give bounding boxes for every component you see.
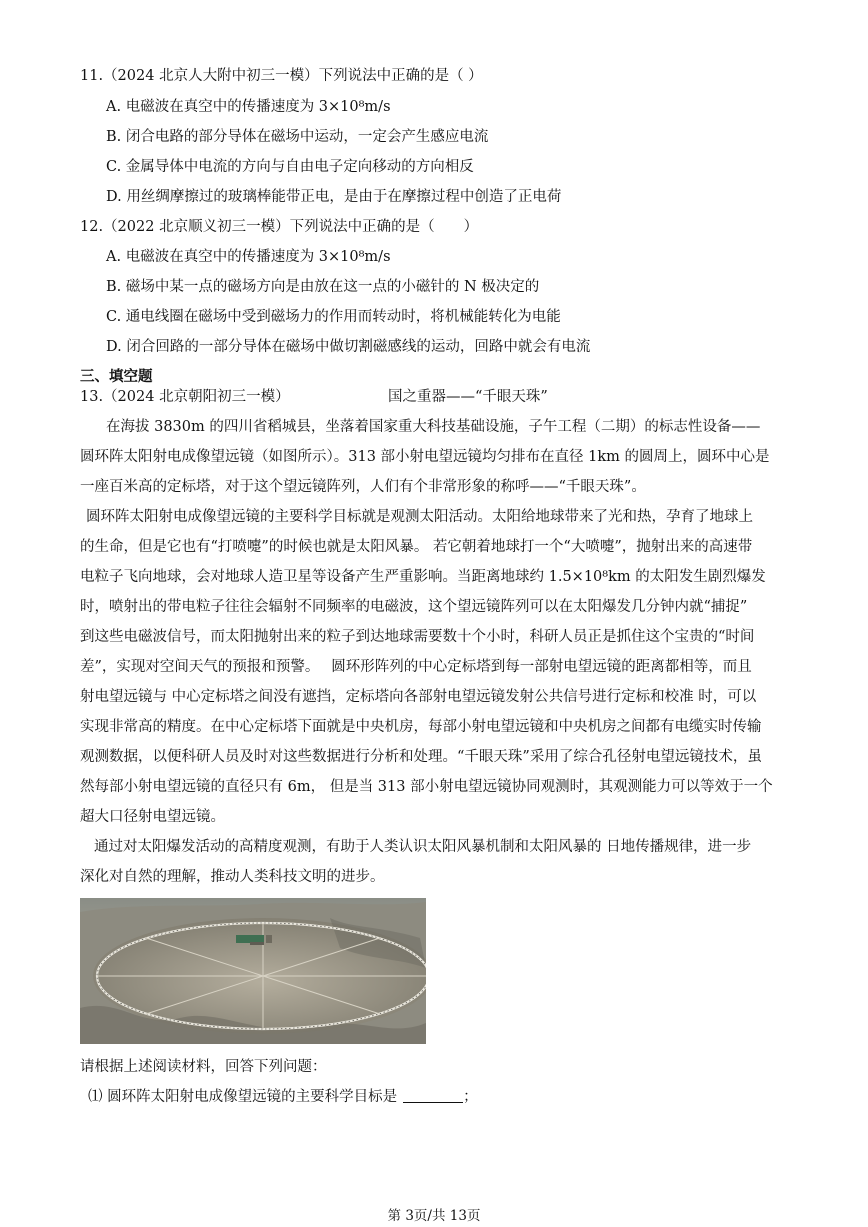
q11-option-a: A. 电磁波在真空中的传播速度为 3×10⁸m/s	[106, 99, 391, 115]
telescope-array-photo	[80, 898, 426, 1044]
q13-closing-1: 通过对太阳爆发活动的高精度观测，有助于人类认识太阳风暴机制和太阳风暴的 日地传播规律，进一步	[94, 839, 752, 855]
q12-option-a: A. 电磁波在真空中的传播速度为 3×10⁸m/s	[106, 249, 391, 265]
q11-stem: 11.（2024 北京人大附中初三一模）下列说法中正确的是（ ）	[80, 68, 483, 84]
q13-line-7: 时，喷射出的带电粒子往往会辐射不同频率的电磁波，这个望远镜阵列可以在太阳爆发几分钟内就“捕捉”	[80, 599, 748, 615]
q13-line-14: 超大口径射电望远镜。	[80, 809, 225, 825]
q13-line-6: 电粒子飞向地球，会对地球人造卫星等设备产生严重影响。当距离地球约 1.5×10⁸km 的太阳发生剧烈爆发	[80, 569, 766, 585]
section-heading: 三、填空题	[80, 369, 153, 385]
q13-article-title: 国之重器——“千眼天珠”	[388, 389, 548, 405]
q13-line-10: 射电望远镜与 中心定标塔之间没有遮挡，定标塔向各部射电望远镜发射公共信号进行定标和校准 时，可以	[80, 689, 757, 705]
page-footer: 第 3页/共 13页	[387, 1208, 481, 1224]
q13-line-5: 的生命，但是它也有“打喷嚏”的时候也就是太阳风暴。 若它朝着地球打一个“大喷嚏”，抛射出来的高速带	[80, 539, 753, 555]
q13-line-8: 到这些电磁波信号，而太阳抛射出来的粒子到达地球需要数十个小时，科研人员正是抓住这个宝贵的“时间	[80, 629, 755, 645]
q13-line-12: 观测数据，以便科研人员及时对这些数据进行分析和处理。“千眼天珠”采用了综合孔径射电望远镜技术，虽	[80, 749, 762, 765]
q12-option-b: B. 磁场中某一点的磁场方向是由放在这一点的小磁针的 N 极决定的	[106, 279, 540, 295]
q13-sub1	[88, 1087, 478, 1107]
q12-option-d: D. 闭合回路的一部分导体在磁场中做切割磁感线的运动，回路中就会有电流	[106, 339, 591, 355]
q13-sub1-text: ⑴ 圆环阵太阳射电成像望远镜的主要科学目标是	[88, 1089, 398, 1105]
q12-option-c: C. 通电线圈在磁场中受到磁场力的作用而转动时，将机械能转化为电能	[106, 309, 561, 325]
q13-stem	[80, 387, 290, 407]
q13-line-11: 实现非常高的精度。在中心定标塔下面就是中央机房，每部小射电望远镜和中央机房之间都有电缆实时传输	[80, 719, 762, 735]
q11-option-b: B. 闭合电路的部分导体在磁场中运动，一定会产生感应电流	[106, 129, 489, 145]
q11-option-c: C. 金属导体中电流的方向与自由电子定向移动的方向相反	[106, 159, 474, 175]
q13-line-4: 圆环阵太阳射电成像望远镜的主要科学目标就是观测太阳活动。太阳给地球带来了光和热，孕育了地球上	[86, 509, 753, 525]
q13-line-9: 差”，实现对空间天气的预报和预警。 圆环形阵列的中心定标塔到每一部射电望远镜的距离都相等，而且	[80, 659, 752, 675]
q13-line-1: 在海拔 3830m 的四川省稻城县，坐落着国家重大科技基础设施，子午工程（二期）的标志性设备——	[106, 419, 761, 435]
q11-option-d: D. 用丝绸摩擦过的玻璃棒能带正电，是由于在摩擦过程中创造了正电荷	[106, 189, 562, 205]
q13-line-3: 一座百米高的定标塔，对于这个望远镜阵列，人们有个非常形象的称呼——“千眼天珠”。	[80, 479, 646, 495]
q12-stem: 12.（2022 北京顺义初三一模）下列说法中正确的是（ ）	[80, 219, 479, 235]
q13-sub1-end: ；	[463, 1089, 478, 1105]
answer-blank[interactable]	[403, 1088, 463, 1103]
q13-source: 13.（2024 北京朝阳初三一模）	[80, 389, 290, 405]
q13-line-13: 然每部小射电望远镜的直径只有 6m， 但是当 313 部小射电望远镜协同观测时，其观测能力可以等效于一个	[80, 779, 773, 795]
q13-line-2: 圆环阵太阳射电成像望远镜（如图所示）。313 部小射电望远镜均匀排布在直径 1km 的圆周上，圆环中心是	[80, 449, 770, 465]
q13-prompt: 请根据上述阅读材料，回答下列问题：	[80, 1059, 327, 1075]
q13-closing-2: 深化对自然的理解，推动人类科技文明的进步。	[80, 869, 385, 885]
